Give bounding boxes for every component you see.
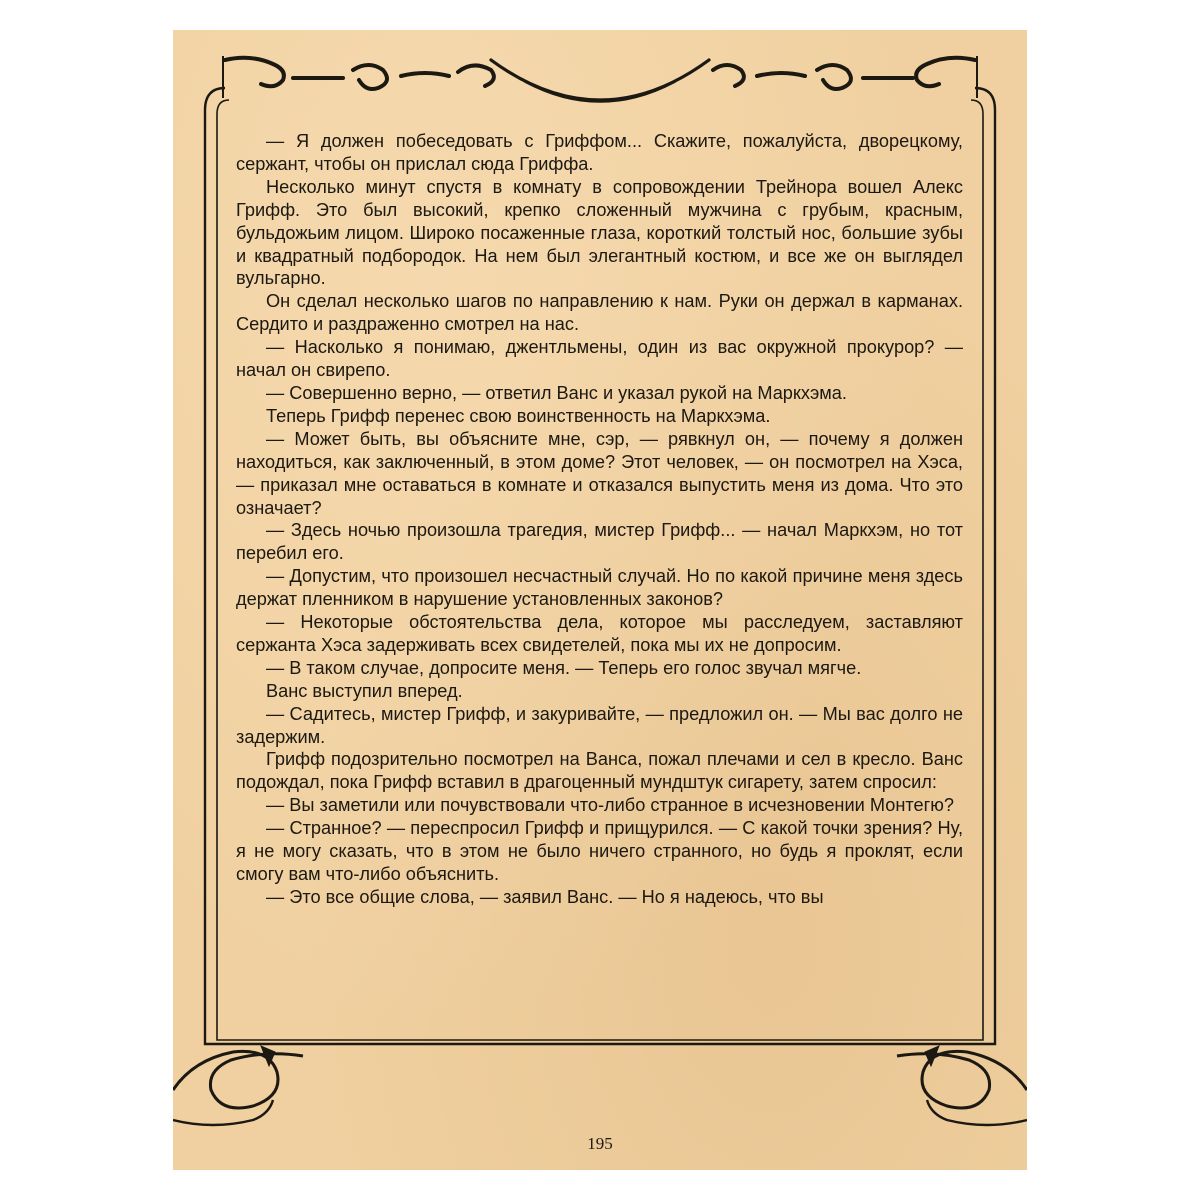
paragraph: — Здесь ночью произошла трагедия, мистер Грифф... — начал Маркхэм, но тот перебил его. <box>236 520 963 564</box>
paragraph: — Насколько я понимаю, джентльмены, один из вас окружной прокурор? — начал он свирепо. <box>236 337 963 381</box>
paragraph: — Может быть, вы объясните мне, сэр, — рявкнул он, — почему я должен находиться, как заключенный, в этом доме? Этот человек, — он посмотрел на Хэса, — приказал мне оставаться в комнате и отказался выпустить меня из дома. Что это означает? <box>236 428 963 518</box>
paragraph: — Совершенно верно, — ответил Ванс и указал рукой на Маркхэма. <box>266 382 847 403</box>
paragraph: — Вы заметили или почувствовали что-либо странное в исчезновении Монтегю? <box>266 795 954 816</box>
paragraph: — Это все общие слова, — заявил Ванс. — Но я надеюсь, что вы <box>266 886 824 907</box>
bottom-left-knot <box>173 1046 303 1125</box>
paragraph: — В таком случае, допросите меня. — Теперь его голос звучал мягче. <box>266 657 862 678</box>
book-page <box>173 30 1027 1170</box>
page-number: 195 <box>587 1134 613 1153</box>
paragraph: Несколько минут спустя в комнату в сопровождении Трейнора вошел Алекс Грифф. Это был высокий, крепко сложенный мужчина с грубым, красным, бульдожьим лицом. Широко посаженные глаза, короткий толстый нос, большие зубы и квадратный подбородок. На нем был элегантный костюм, и все же он выглядел вульгарно. <box>236 176 963 289</box>
paragraph: Он сделал несколько шагов по направлению к нам. Руки он держал в карманах. Сердито и раздраженно смотрел на нас. <box>236 291 963 335</box>
paragraph: — Садитесь, мистер Грифф, и закуривайте, — предложил он. — Мы вас долго не задержим. <box>236 703 963 747</box>
paragraph: — Странное? — переспросил Грифф и прищурился. — С какой точки зрения? Ну, я не могу сказать, что в этом не было ничего странного, но будь я проклят, если смогу вам что-либо объяснить. <box>236 818 963 884</box>
paragraph: — Некоторые обстоятельства дела, которое мы расследуем, заставляют сержанта Хэса задерживать всех свидетелей, пока мы их не допросим. <box>236 612 963 655</box>
paragraph: — Допустим, что произошел несчастный случай. Но по какой причине меня здесь держат пленником в нарушение установленных законов? <box>236 566 963 610</box>
page-text <box>236 130 963 909</box>
paragraph: Теперь Грифф перенес свою воинственность на Маркхэма. <box>266 405 771 426</box>
paragraph: — Я должен побеседовать с Гриффом... Скажите, пожалуйста, дворецкому, сержант, чтобы он прислал сюда Гриффа. <box>236 131 963 174</box>
paragraph: Грифф подозрительно посмотрел на Ванса, пожал плечами и сел в кресло. Ванс подождал, пока Грифф вставил в драгоценный мундштук сигарету, затем спросил: <box>236 749 963 793</box>
bottom-right-knot <box>897 1046 1027 1125</box>
paragraph: Ванс выступил вперед. <box>266 680 463 701</box>
top-ornament <box>225 58 975 102</box>
